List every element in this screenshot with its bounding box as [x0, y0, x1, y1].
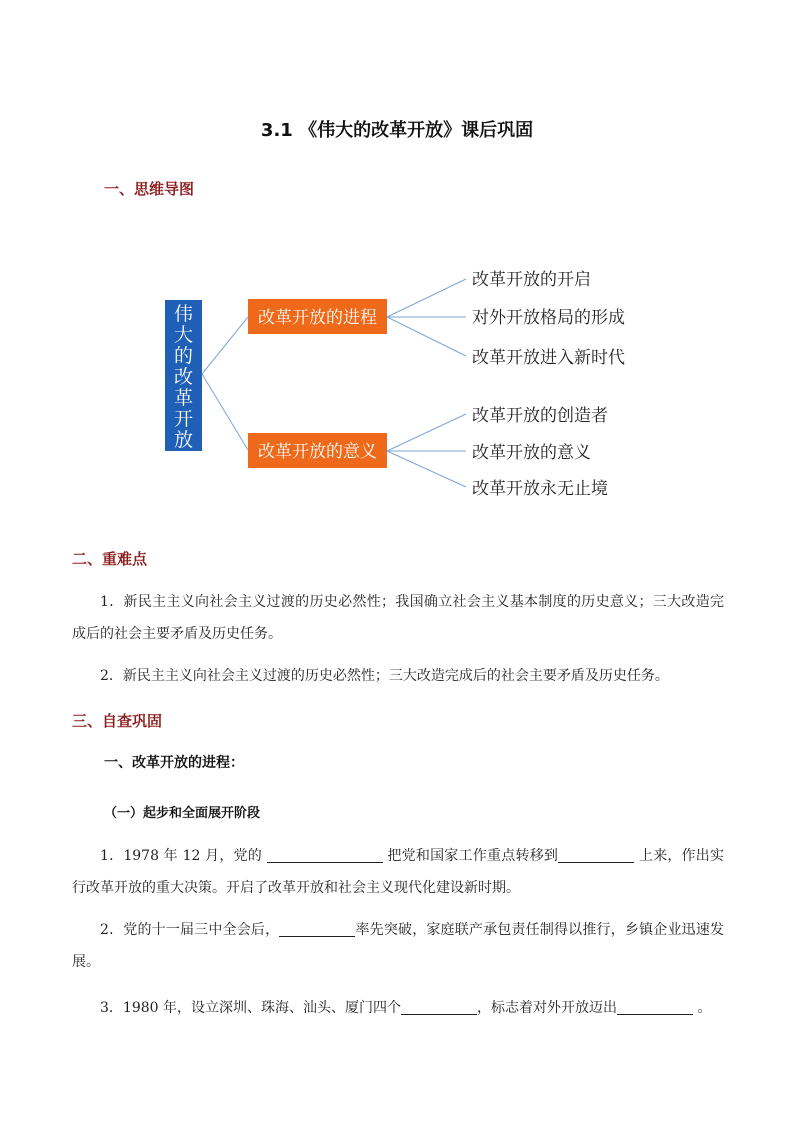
- mind-map: [0, 0, 794, 560]
- answer-blank[interactable]: [279, 920, 355, 937]
- question-text: 上来，作出实行改革开放的重大决策。开启了改革开放和社会主义现代化建设新时期。: [72, 848, 725, 896]
- review-subheading-stage: （一）起步和全面展开阶段: [104, 806, 261, 821]
- branch-label: 改革开放的意义: [258, 442, 377, 462]
- mindmap-leaf: 改革开放永无止境: [472, 479, 608, 499]
- answer-blank[interactable]: [267, 846, 383, 863]
- mindmap-leaf: 改革开放的开启: [472, 270, 591, 290]
- question-text: ，标志着对外开放迈出: [477, 1000, 617, 1016]
- question-2: [72, 914, 724, 978]
- question-text: 把党和国家工作重点转移到: [382, 848, 559, 864]
- keypoint-2: 2．新民主主义向社会主义过渡的历史必然性；三大改造完成后的社会主要矛盾及历史任务。: [100, 668, 669, 684]
- page-title: 3.1 《伟大的改革开放》课后巩固: [260, 120, 534, 141]
- question-3: [72, 992, 724, 1024]
- question-1: [72, 840, 724, 904]
- root-char: 开: [173, 408, 194, 430]
- question-text: 1．1978 年 12 月，党的: [100, 848, 267, 864]
- section-heading-review: 三、自查巩固: [72, 712, 163, 730]
- question-text: 3．1980 年，设立深圳、珠海、汕头、厦门四个: [100, 1000, 401, 1016]
- section-heading-keypoints: 二、重难点: [72, 550, 148, 568]
- mindmap-leaf: 对外开放格局的形成: [472, 308, 625, 328]
- answer-blank[interactable]: [558, 846, 634, 863]
- mindmap-leaf: 改革开放的意义: [472, 443, 591, 463]
- mindmap-leaf: 改革开放进入新时代: [472, 348, 625, 368]
- section-heading-mindmap: 一、思维导图: [104, 180, 195, 198]
- keypoint-1: 1．新民主主义向社会主义过渡的历史必然性；我国确立社会主义基本制度的历史意义；三大改造完成后的社会主要矛盾及历史任务。: [72, 594, 724, 642]
- question-text: 。: [693, 1000, 712, 1016]
- root-char: 伟: [173, 303, 194, 325]
- review-heading-process: 一、改革开放的进程：: [104, 755, 244, 771]
- question-text: 2．党的十一届三中全会后，: [100, 922, 280, 938]
- root-char: 放: [173, 429, 194, 451]
- question-text: 率先突破，家庭联产承包责任制得以推行，乡镇企业迅速发展。: [72, 922, 724, 970]
- answer-blank[interactable]: [401, 998, 477, 1015]
- root-char: 的: [173, 345, 194, 367]
- root-char: 革: [173, 387, 194, 409]
- answer-blank[interactable]: [617, 998, 693, 1015]
- branch-label: 改革开放的进程: [258, 308, 377, 328]
- root-char: 改: [173, 366, 194, 388]
- mindmap-leaf: 改革开放的创造者: [472, 406, 608, 426]
- root-char: 大: [173, 324, 194, 346]
